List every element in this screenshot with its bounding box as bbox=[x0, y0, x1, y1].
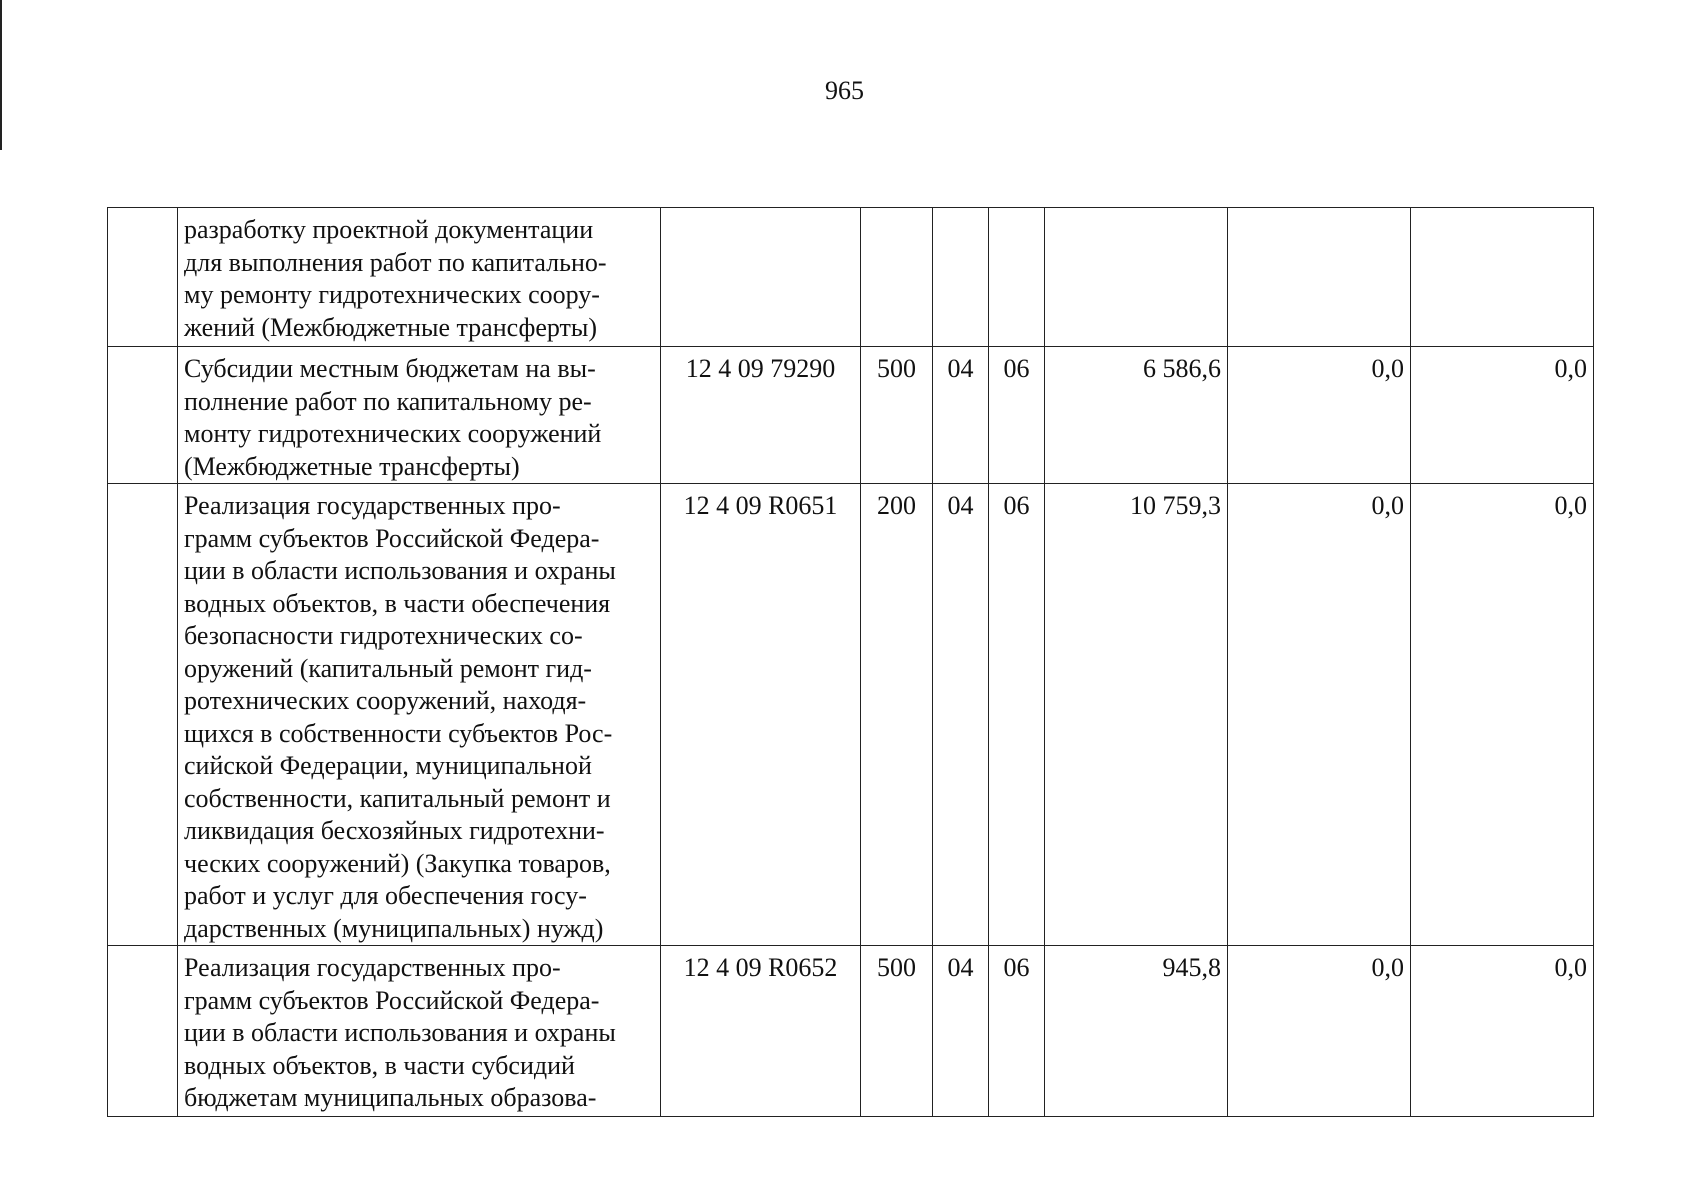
amount-3-cell: 0,0 bbox=[1411, 347, 1594, 484]
section-cell bbox=[933, 208, 989, 347]
amount-3-cell bbox=[1411, 208, 1594, 347]
table-row bbox=[108, 484, 1594, 946]
item-name-line: собственности, капитальный ремонт и bbox=[184, 783, 611, 813]
amount-3-cell: 0,0 bbox=[1411, 484, 1594, 946]
target-code-cell bbox=[661, 208, 861, 347]
item-name-line: оружений (капитальный ремонт гид- bbox=[184, 653, 592, 683]
row-number-cell bbox=[108, 347, 178, 484]
section-cell: 04 bbox=[933, 484, 989, 946]
target-code-cell: 12 4 09 R0651 bbox=[661, 484, 861, 946]
expense-type-cell: 500 bbox=[861, 347, 933, 484]
item-name-line: безопасности гидротехнических со- bbox=[184, 621, 583, 650]
subsection-cell: 06 bbox=[989, 347, 1045, 484]
amount-1-cell: 945,8 bbox=[1045, 946, 1228, 1117]
item-name-line: монту гидротехнических сооружений bbox=[184, 419, 602, 448]
item-name-line: ции в области использования и охраны bbox=[184, 556, 616, 585]
item-name-line: щихся в собственности субъектов Рос- bbox=[184, 718, 613, 748]
expense-type-cell: 500 bbox=[861, 946, 933, 1117]
scan-edge-mark bbox=[0, 0, 2, 150]
item-name-line: (Межбюджетные трансферты) bbox=[184, 451, 520, 481]
item-name-line: водных объектов, в части субсидий bbox=[184, 1050, 575, 1080]
amount-3-cell: 0,0 bbox=[1411, 946, 1594, 1117]
amount-1-cell bbox=[1045, 208, 1228, 347]
subsection-cell: 06 bbox=[989, 946, 1045, 1117]
item-name-line: жений (Межбюджетные трансферты) bbox=[184, 312, 598, 342]
item-name-line: разработку проектной документации bbox=[184, 215, 594, 244]
item-name-line: ческих сооружений) (Закупка товаров, bbox=[184, 848, 611, 878]
page-number: 965 bbox=[825, 76, 864, 105]
amount-1-cell: 6 586,6 bbox=[1045, 347, 1228, 484]
item-name-line: ликвидация бесхозяйных гидротехни- bbox=[184, 816, 605, 845]
table-row bbox=[108, 347, 1594, 484]
row-number-cell bbox=[108, 208, 178, 347]
item-name-line: для выполнения работ по капитально- bbox=[184, 247, 607, 277]
subsection-cell: 06 bbox=[989, 484, 1045, 946]
item-name-cell bbox=[178, 484, 661, 946]
target-code-cell: 12 4 09 R0652 bbox=[661, 946, 861, 1117]
item-name-line: бюджетам муниципальных образова- bbox=[184, 1083, 597, 1112]
table-row bbox=[108, 208, 1594, 347]
amount-2-cell: 0,0 bbox=[1228, 484, 1411, 946]
item-name-line: ции в области использования и охраны bbox=[184, 1018, 616, 1047]
amount-2-cell: 0,0 bbox=[1228, 946, 1411, 1117]
item-name-line: дарственных (муниципальных) нужд) bbox=[184, 913, 604, 943]
item-name-cell bbox=[178, 347, 661, 484]
amount-1-cell: 10 759,3 bbox=[1045, 484, 1228, 946]
section-cell: 04 bbox=[933, 347, 989, 484]
amount-2-cell: 0,0 bbox=[1228, 347, 1411, 484]
item-name-line: Реализация государственных про- bbox=[184, 953, 561, 982]
item-name-line: грамм субъектов Российской Федера- bbox=[184, 523, 600, 553]
item-name-line: му ремонту гидротехнических соору- bbox=[184, 280, 600, 309]
item-name-line: грамм субъектов Российской Федера- bbox=[184, 985, 600, 1015]
table-row bbox=[108, 946, 1594, 1117]
row-number-cell bbox=[108, 946, 178, 1117]
item-name-line: сийской Федерации, муниципальной bbox=[184, 751, 592, 780]
amount-2-cell bbox=[1228, 208, 1411, 347]
item-name-line: ротехнических сооружений, находя- bbox=[184, 686, 587, 715]
expense-type-cell: 200 bbox=[861, 484, 933, 946]
expense-type-cell bbox=[861, 208, 933, 347]
item-name-line: Реализация государственных про- bbox=[184, 491, 561, 520]
section-cell: 04 bbox=[933, 946, 989, 1117]
subsection-cell bbox=[989, 208, 1045, 347]
item-name-line: работ и услуг для обеспечения госу- bbox=[184, 881, 587, 910]
row-number-cell bbox=[108, 484, 178, 946]
item-name-cell bbox=[178, 208, 661, 347]
item-name-line: водных объектов, в части обеспечения bbox=[184, 588, 611, 618]
target-code-cell: 12 4 09 79290 bbox=[661, 347, 861, 484]
budget-table bbox=[107, 207, 1594, 1117]
item-name-line: Субсидии местным бюджетам на вы- bbox=[184, 354, 596, 383]
item-name-cell bbox=[178, 946, 661, 1117]
item-name-line: полнение работ по капитальному ре- bbox=[184, 386, 592, 416]
